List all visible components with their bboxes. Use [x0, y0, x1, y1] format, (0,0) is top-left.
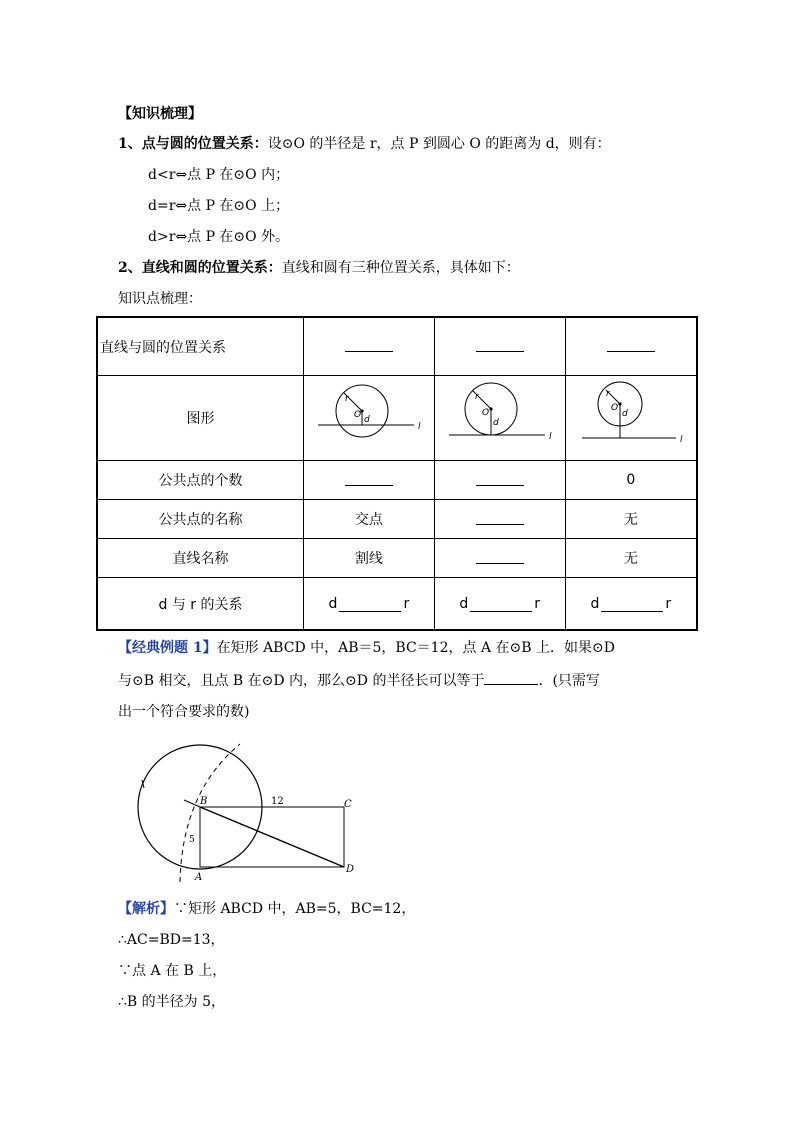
point-c-label: C — [344, 799, 352, 810]
table-row — [97, 500, 697, 539]
table-cell — [303, 461, 434, 500]
blank-line — [345, 471, 393, 486]
point-b-label: B — [200, 796, 208, 807]
section-heading: 【知识梳理】 — [118, 106, 202, 122]
section1-text: 设⊙O 的半径是 r，点 P 到圆心 O 的距离为 d，则有： — [267, 136, 611, 152]
row-header: 直线名称 — [97, 539, 303, 578]
example-line-1 — [118, 638, 615, 658]
solution-line-4: ∴B 的半径为 5， — [118, 994, 226, 1010]
d-label: d — [328, 595, 338, 612]
solution-line-1 — [118, 899, 415, 919]
table-cell — [434, 461, 565, 500]
d-label: d — [459, 595, 469, 612]
section1-label: 1、点与圆的位置关系： — [118, 136, 268, 152]
blank-line — [476, 471, 524, 486]
table-cell: 割线 — [303, 539, 434, 578]
label-r: r — [605, 389, 610, 399]
figure-intersecting — [314, 381, 424, 451]
row-header: 直线与圆的位置关系 — [97, 317, 303, 376]
blank-line — [476, 337, 524, 352]
table-cell: 无 — [565, 500, 697, 539]
table-cell — [565, 578, 697, 631]
row-header: d 与 r 的关系 — [97, 578, 303, 631]
r-label: r — [665, 595, 672, 612]
r-label: r — [534, 595, 541, 612]
table-row — [97, 461, 697, 500]
blank-line — [601, 599, 663, 612]
example-text-1: 在矩形 ABCD 中，AB＝5，BC＝12，点 A 在⊙B 上．如果⊙D — [216, 640, 615, 656]
section2-text: 直线和圆有三种位置关系，具体如下： — [281, 260, 520, 276]
label-d: d — [363, 415, 370, 425]
figure-cell-intersect — [303, 376, 434, 461]
label-l: l — [417, 422, 421, 432]
table-cell — [303, 578, 434, 631]
r-label: r — [403, 595, 410, 612]
figure-cell-tangent — [434, 376, 565, 461]
section1-line — [118, 134, 611, 154]
case-outside: d>r⇔点 P 在⊙O 外。 — [148, 229, 290, 245]
solution-line-2: ∴AC=BD=13， — [118, 932, 225, 948]
point-a-label: A — [195, 872, 203, 883]
point-d-label: D — [346, 864, 355, 875]
label-o: O — [481, 408, 489, 418]
example-line-3: 出一个符合要求的数) — [118, 704, 250, 720]
table-cell — [434, 317, 565, 376]
table-cell — [303, 317, 434, 376]
solution-text-1: ∵矩形 ABCD 中，AB=5，BC=12， — [174, 901, 416, 917]
label-o: O — [353, 410, 361, 420]
table-cell — [434, 578, 565, 631]
figure-cell-separate — [565, 376, 697, 461]
figure-separate — [576, 380, 686, 452]
section2-line — [118, 258, 520, 278]
row-header: 公共点的个数 — [97, 461, 303, 500]
blank-line — [470, 599, 532, 612]
label-l: l — [548, 432, 552, 442]
row-header: 图形 — [97, 376, 303, 461]
d-label: d — [590, 595, 600, 612]
length-12-label: 12 — [271, 796, 284, 807]
section2-label: 2、直线和圆的位置关系： — [118, 260, 282, 276]
label-d: d — [492, 418, 499, 428]
position-relation-table — [96, 316, 698, 631]
table-row — [97, 539, 697, 578]
case-inside: d<r⇔点 P 在⊙O 内； — [148, 167, 290, 183]
example-line-2 — [118, 670, 600, 691]
solution-label: 【解析】 — [118, 901, 174, 917]
rectangle-circle-figure — [130, 742, 370, 887]
label-r: r — [344, 394, 349, 404]
label-d: d — [621, 409, 628, 419]
table-cell: 无 — [565, 539, 697, 578]
example-label: 【经典例题 1】 — [118, 640, 217, 656]
blank-line — [607, 337, 655, 352]
blank-line — [476, 549, 524, 564]
table-cell — [434, 539, 565, 578]
label-l: l — [679, 435, 683, 445]
table-row — [97, 317, 697, 376]
label-r: r — [474, 392, 479, 402]
blank-line — [476, 510, 524, 525]
figure-tangent — [445, 381, 555, 451]
table-cell: 交点 — [303, 500, 434, 539]
length-5-label: 5 — [189, 835, 195, 845]
answer-blank — [484, 670, 538, 685]
label-o: O — [610, 403, 618, 413]
example-text-2b: ．(只需写 — [538, 673, 600, 689]
blank-line — [345, 337, 393, 352]
section2-subtitle: 知识点梳理： — [118, 291, 202, 307]
blank-line — [339, 599, 401, 612]
table-cell: 0 — [565, 461, 697, 500]
table-cell — [565, 317, 697, 376]
row-header: 公共点的名称 — [97, 500, 303, 539]
table-cell — [434, 500, 565, 539]
table-row — [97, 578, 697, 631]
solution-line-3: ∵点 A 在 B 上， — [118, 963, 227, 979]
example-text-2: 与⊙B 相交，且点 B 在⊙D 内，那么⊙D 的半径长可以等于 — [118, 673, 485, 689]
case-on: d=r⇔点 P 在⊙O 上； — [148, 198, 290, 214]
table-row — [97, 376, 697, 461]
